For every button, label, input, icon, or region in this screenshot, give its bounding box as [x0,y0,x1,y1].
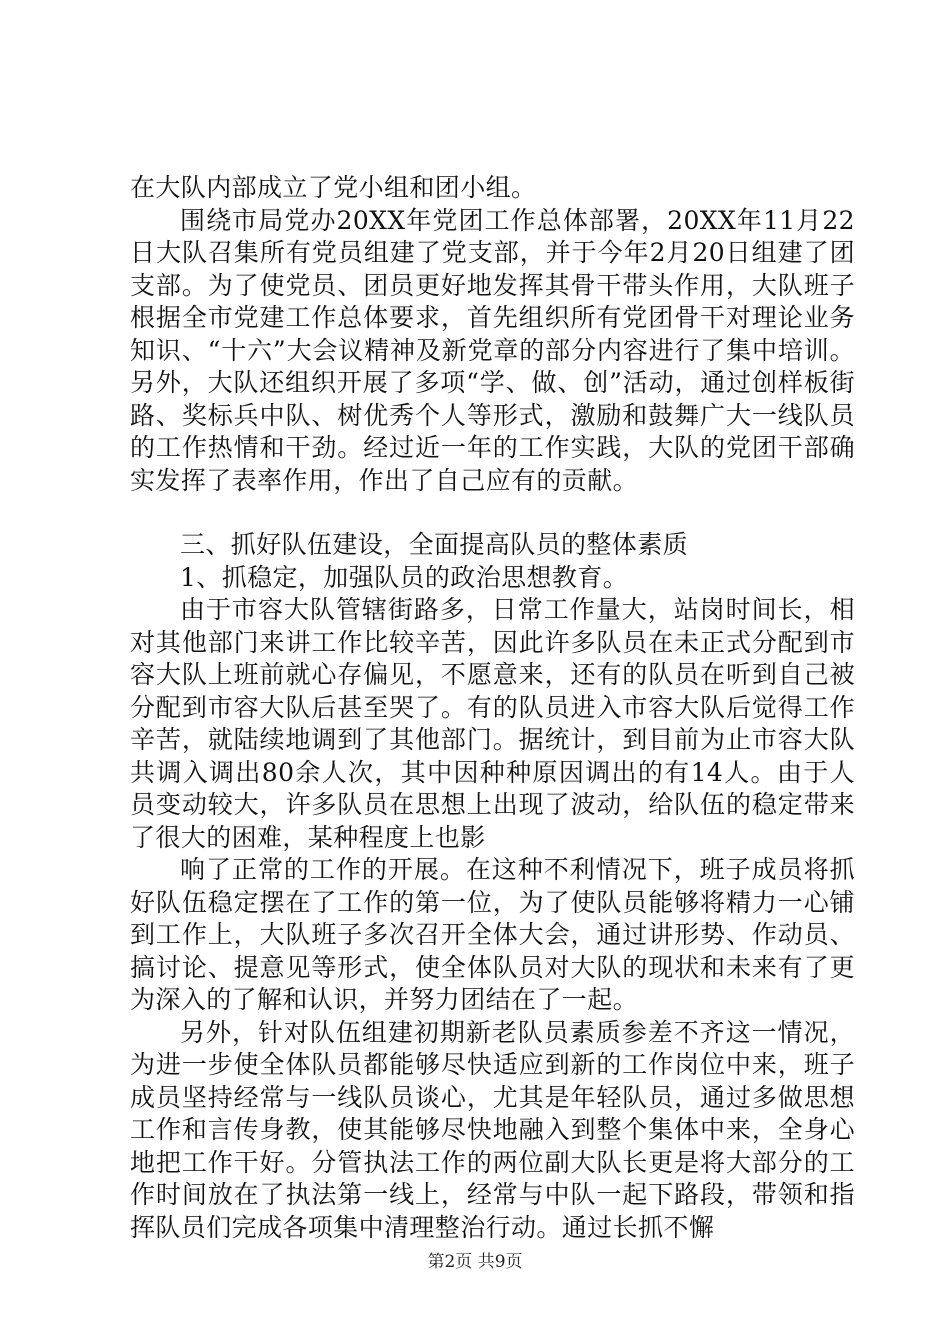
paragraph-team-turnover: 由于市容大队管辖街路多，日常工作量大，站岗时间长，相对其他部门来讲工作比较辛苦，因此许多队员在未正式分配到市容大队上班前就心存偏见，不愿意来，还有的队员在听到自己被分配到市容大队后甚至哭了。有的队员进入市容大队后觉得工作辛苦，就陆续地调到了其他部门。据统计，到目前为止市容大队共调入调出80余人次，其中因种种原因调出的有14人。由于人员变动较大，许多队员在思想上出现了波动，给队伍的稳定带来了很大的困难，某种程度上也影 [130,595,855,852]
document-body [130,172,855,1244]
subsection-heading: 1、抓稳定，加强队员的政治思想教育。 [180,562,629,592]
paragraph-mentoring: 另外，针对队伍组建初期新老队员素质参差不齐这一情况，为进一步使全体队员都能够尽快适应到新的工作岗位中来，班子成员坚持经常与一线队员谈心，尤其是年轻队员，通过多做思想工作和言传身教，使其能够尽快地融入到整个集体中来，全身心地把工作干好。分管执法工作的两位副大队长更是将大部分的工作时间放在了执法第一线上，经常与中队一起下路段，带领和指挥队员们完成各项集中清理整治行动。通过长抓不懈 [130,1017,855,1242]
paragraph-stability-measures: 响了正常的工作的开展。在这种不利情况下，班子成员将抓好队伍稳定摆在了工作的第一位，为了使队员能够将精力一心铺到工作上，大队班子多次召开全体大会，通过讲形势、作动员、搞讨论、提意见等形式，使全体队员对大队的现状和未来有了更为深入的了解和认识，并努力团结在了一起。 [130,855,855,1014]
paragraph-continuation: 在大队内部成立了党小组和团小组。 [130,173,537,202]
paragraph-party-building: 围绕市局党办20XX年党团工作总体部署，20XX年11月22日大队召集所有党员组建了党支部，并于今年2月20日组建了团支部。为了使党员、团员更好地发挥其骨干带头作用，大队班子根据全市党建工作总体要求，首先组织所有党团骨干对理论业务知识、“十六”大会议精神及新党章的部分内容进行了集中培训。另外，大队还组织开展了多项“学、做、创”活动，通过创样板街路、奖标兵中队、树优秀个人等形式，激励和鼓舞广大一线队员的工作热情和干劲。经过近一年的工作实践，大队的党团干部确实发挥了表率作用，作出了自己应有的贡献。 [130,205,855,495]
section-heading: 三、抓好队伍建设，全面提高队员的整体素质 [180,530,689,559]
page-number-footer: 第2页 共9页 [427,1252,523,1272]
paragraph-gap [130,497,855,529]
